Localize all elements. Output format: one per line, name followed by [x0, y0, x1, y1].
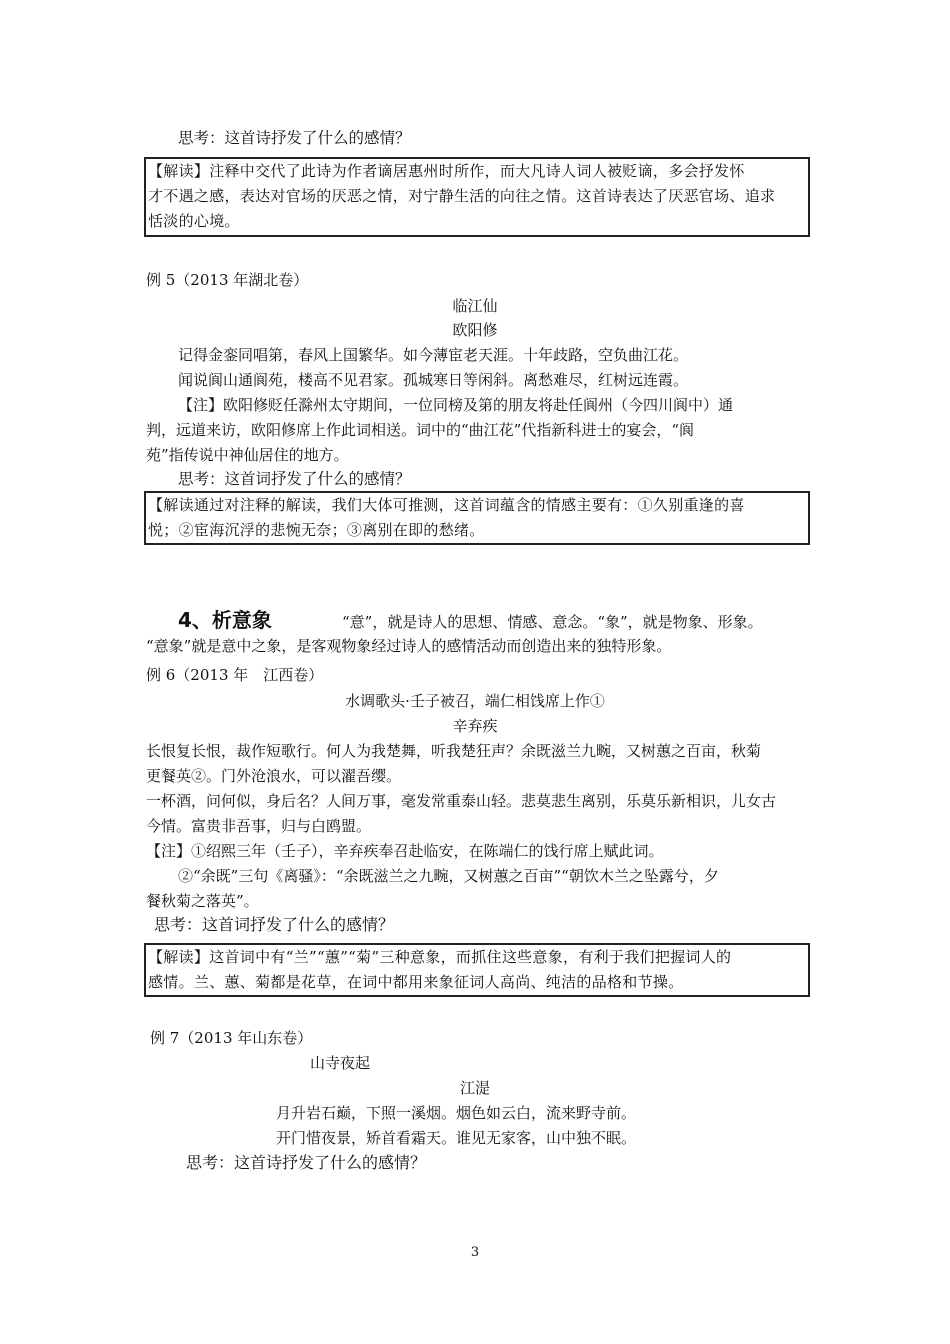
ex7-author: 江湜: [459, 1079, 490, 1097]
ex4-question: 思考：这首诗抒发了什么的感情？: [178, 129, 411, 147]
ex6-question: 思考：这首词抒发了什么的感情？: [154, 915, 395, 934]
ex6-note-line: 【注】①绍熙三年（壬子），辛弃疾奉召赴临安，在陈端仁的饯行席上赋此词。: [146, 842, 664, 860]
ex6-label: 例 6（2013 年 江西卷）: [146, 666, 324, 684]
ex5-author: 欧阳修: [452, 321, 498, 339]
ex5-answer-line: 悦；②宦海沉浮的悲惋无奈；③离别在即的愁绪。: [148, 521, 485, 539]
ex6-answer-box: [144, 943, 810, 997]
ex4-answer-line: 恬淡的心境。: [148, 212, 240, 230]
ex5-poem-line: 记得金銮同唱第，春风上国繁华。如今薄宦老天涯。十年歧路，空负曲江花。: [178, 346, 689, 364]
ex5-question: 思考：这首词抒发了什么的感情？: [178, 470, 411, 488]
ex4-answer-line: 才不遇之感，表达对官场的厌恶之情，对宁静生活的向往之情。这首诗表达了厌恶官场、追求: [148, 187, 776, 205]
ex5-note-line: 判，远道来访，欧阳修席上作此词相送。词中的“曲江花”代指新科进士的宴会，“阆: [146, 421, 695, 439]
ex6-note-line: 餐秋菊之落英”。: [146, 892, 259, 910]
ex7-question: 思考：这首诗抒发了什么的感情？: [186, 1153, 427, 1172]
ex7-poem-line: 月升岩石巅，下照一溪烟。烟色如云白，流来野寺前。: [276, 1104, 637, 1122]
section-heading: 4、析意象: [178, 608, 272, 632]
ex5-note-line: 【注】欧阳修贬任滁州太守期间，一位同榜及第的朋友将赴任阆州（今四川阆中）通: [178, 396, 734, 414]
ex6-answer-line: 感情。兰、蕙、菊都是花草，在词中都用来象征词人高尚、纯洁的品格和节操。: [148, 973, 684, 991]
ex7-poem-line: 开门惜夜景，矫首看霜天。谁见无家客，山中独不眠。: [276, 1129, 637, 1147]
ex6-poem-line: 一杯酒，问何似，身后名？人间万事，毫发常重泰山轻。悲莫悲生离别，乐莫乐新相识，儿女古: [146, 792, 777, 810]
ex5-note-line: 苑”指传说中神仙居住的地方。: [146, 446, 349, 464]
ex5-label: 例 5（2013 年湖北卷）: [146, 271, 309, 289]
ex5-answer-box: [144, 491, 810, 545]
ex6-title: 水调歌头·壬子被召，端仁相饯席上作①: [345, 692, 605, 710]
ex6-note-line: ②“余既”三句《离骚》：“余既滋兰之九畹，又树蕙之百亩”“朝饮木兰之坠露兮，夕: [178, 867, 719, 885]
section-text-line: “意”，就是诗人的思想、情感、意念。“象”，就是物象、形象。: [342, 613, 763, 631]
ex6-answer-line: 【解读】这首词中有“兰”“蕙”“菊”三种意象，而抓住这些意象，有利于我们把握词人的: [148, 948, 732, 966]
ex5-answer-line: 【解读通过对注释的解读，我们大体可推测，这首词蕴含的情感主要有：①久别重逢的喜: [148, 496, 745, 514]
section-text-line: “意象”就是意中之象，是客观物象经过诗人的感情活动而创造出来的独特形象。: [146, 637, 672, 655]
page-number: 3: [470, 1245, 480, 1260]
ex4-answer-line: 【解读】注释中交代了此诗为作者谪居惠州时所作，而大凡诗人词人被贬谪，多会抒发怀: [148, 162, 745, 180]
ex6-poem-line: 长恨复长恨，裁作短歌行。何人为我楚舞，听我楚狂声？余既滋兰九畹，又树蕙之百亩，秋菊: [146, 742, 762, 760]
ex5-title: 临江仙: [452, 297, 498, 315]
ex6-poem-line: 今情。富贵非吾事，归与白鸥盟。: [146, 817, 372, 835]
ex7-title: 山寺夜起: [310, 1054, 371, 1072]
ex6-poem-line: 更餐英②。门外沧浪水，可以濯吾缨。: [146, 767, 402, 785]
ex6-author: 辛弃疾: [452, 717, 498, 735]
ex7-label: 例 7（2013 年山东卷）: [150, 1029, 313, 1047]
ex5-poem-line: 闻说阆山通阆苑，楼高不见君家。孤城寒日等闲斜。离愁难尽，红树远连霞。: [178, 371, 689, 389]
ex4-answer-box: [144, 157, 810, 237]
